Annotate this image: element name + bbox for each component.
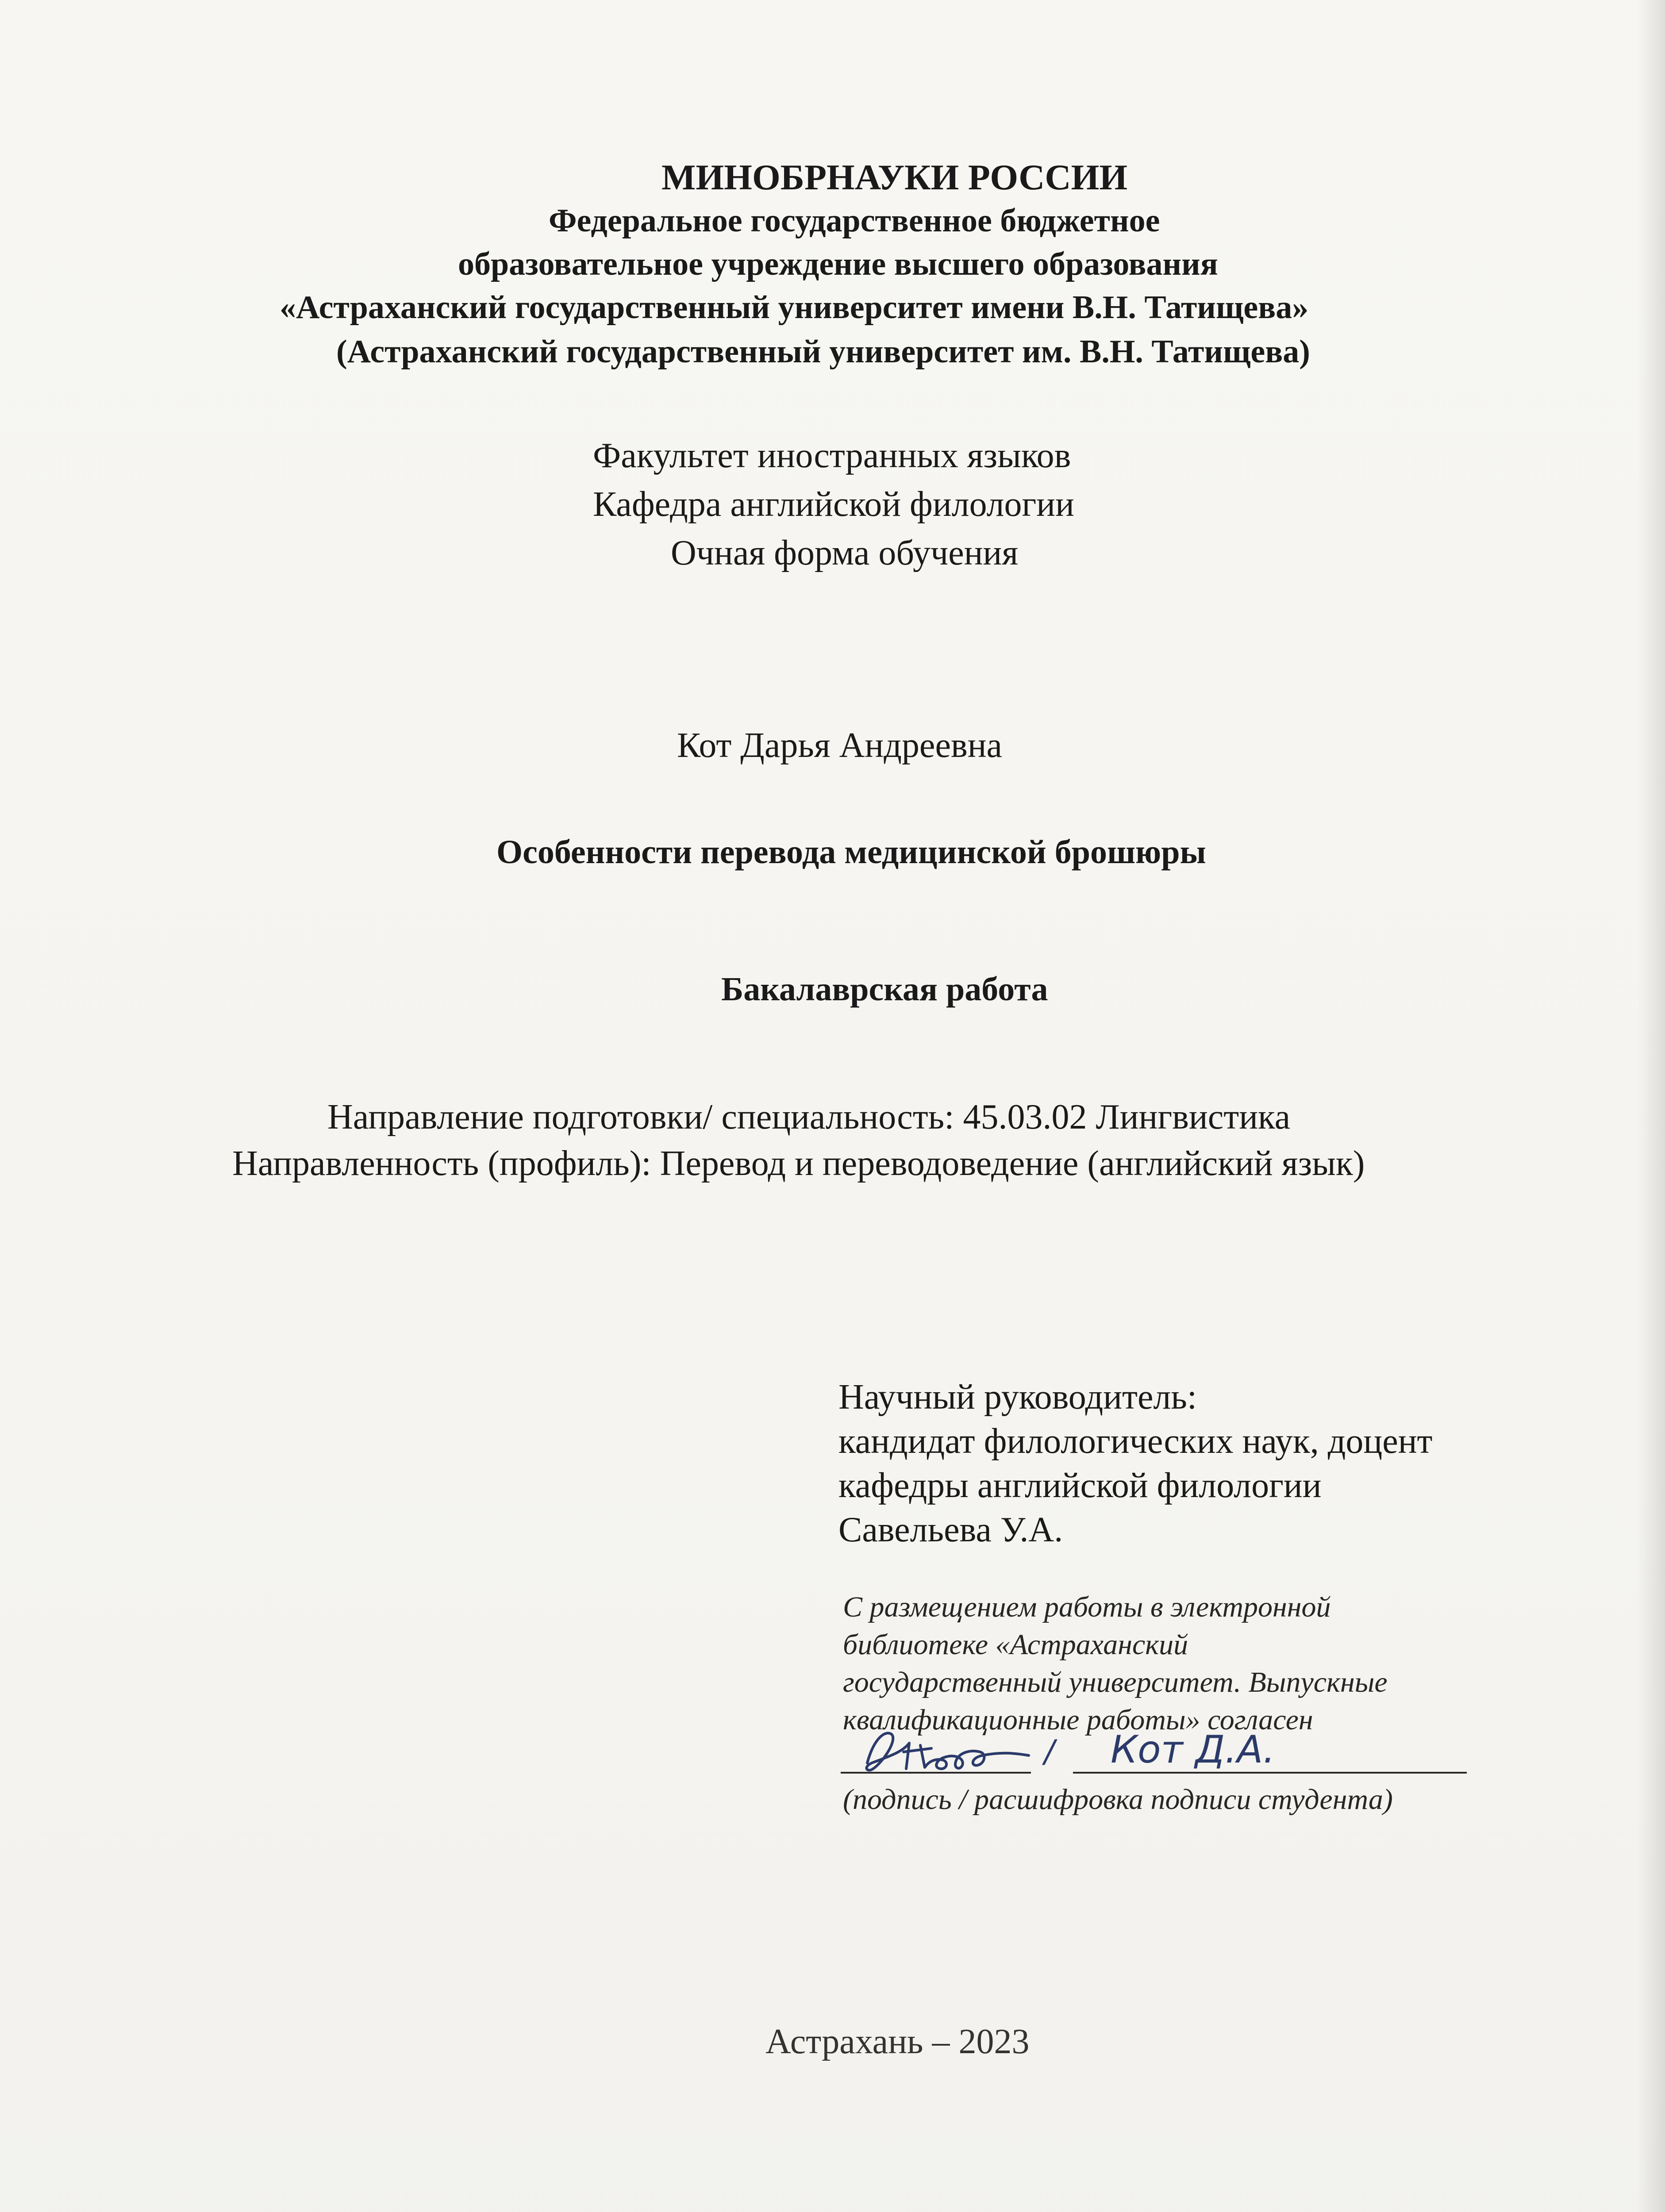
- supervisor-degree: кандидат филологических наук, доцент: [838, 1422, 1433, 1461]
- thesis-profile: Направленность (профиль): Перевод и переводоведение (английский язык): [232, 1144, 1365, 1183]
- institution-line-2: образовательное учреждение высшего образования: [458, 246, 1218, 282]
- signature-separator: /: [1044, 1733, 1055, 1770]
- supervisor-name: Савельева У.А.: [838, 1510, 1063, 1549]
- institution-line-1: Федеральное государственное бюджетное: [549, 203, 1160, 239]
- university-full-name: «Астраханский государственный университет имени В.Н. Татищева»: [280, 289, 1309, 326]
- supervisor-department: кафедры английской филологии: [838, 1466, 1322, 1505]
- department-name: Кафедра английской филологии: [593, 485, 1074, 524]
- thesis-type: Бакалаврская работа: [721, 971, 1048, 1008]
- signature-caption: (подпись / расшифровка подписи студента): [843, 1783, 1393, 1816]
- supervisor-label: Научный руководитель:: [838, 1378, 1197, 1417]
- handwritten-student-name: Кот Д.А.: [1111, 1728, 1275, 1772]
- faculty-name: Факультет иностранных языков: [593, 436, 1071, 475]
- thesis-title: Особенности перевода медицинской брошюры: [496, 833, 1206, 871]
- student-signature: [854, 1721, 1044, 1783]
- consent-line-1: С размещением работы в электронной: [843, 1591, 1331, 1623]
- consent-line-4: квалификационные работы» согласен: [843, 1704, 1313, 1736]
- consent-line-2: библиотеке «Астраханский: [843, 1628, 1188, 1661]
- city-year: Астрахань – 2023: [765, 2022, 1030, 2061]
- consent-line-3: государственный университет. Выпускные: [843, 1666, 1388, 1698]
- thesis-direction: Направление подготовки/ специальность: 45.03.02 Лингвистика: [327, 1098, 1291, 1137]
- ministry-title: МИНОБРНАУКИ РОССИИ: [661, 157, 1128, 197]
- study-form: Очная форма обучения: [671, 534, 1019, 572]
- author-name: Кот Дарья Андреевна: [677, 726, 1003, 765]
- university-short-name: (Астраханский государственный университет им. В.Н. Татищева): [336, 334, 1310, 370]
- signature-underline-right: [1073, 1772, 1467, 1774]
